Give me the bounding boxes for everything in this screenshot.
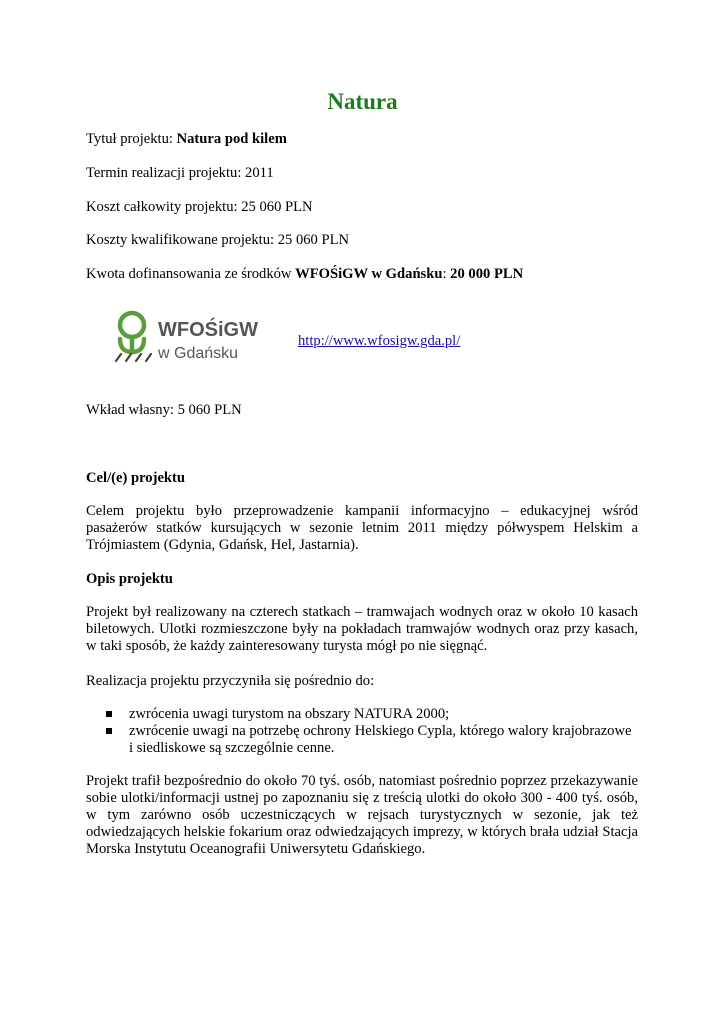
total-cost: Koszt całkowity projektu: 25 060 PLN (86, 199, 313, 215)
logo-text-sub: w Gdańsku (158, 345, 239, 362)
list-item (86, 706, 638, 723)
project-title-label: Tytuł projektu: (86, 131, 177, 147)
funding-amount: 20 000 PLN (450, 266, 524, 282)
list-item (86, 723, 638, 757)
project-title-line (86, 131, 638, 148)
funding-org: WFOŚiGW w Gdańsku (295, 266, 443, 282)
own-contribution: Wkład własny: 5 060 PLN (86, 402, 242, 418)
contribution-list (86, 706, 638, 757)
goal-heading: Cel/(e) projektu (86, 470, 186, 486)
bullet-icon (106, 711, 112, 717)
funding-label: Kwota dofinansowania ze środków (86, 266, 296, 282)
logo-text-main: WFOŚiGW (158, 319, 258, 341)
description-paragraph: Projekt był realizowany na czterech statkach – tramwajach wodnych oraz w około 10 kasach biletowych. Ulotki rozmieszczone były na pokładach tramwajów wodnych oraz przy kasach, w taki sposób, że każdy zainteresowany turysta mógł po nie sięgnąć. (86, 604, 638, 654)
eligible-cost: Koszty kwalifikowane projektu: 25 060 PLN (86, 232, 350, 248)
funding-colon: : (442, 266, 451, 282)
project-term: Termin realizacji projektu: 2011 (86, 165, 274, 181)
wfosigw-link[interactable]: http://www.wfosigw.gda.pl/ (298, 333, 461, 349)
description-heading: Opis projektu (86, 571, 173, 587)
funding-line (86, 266, 638, 283)
reach-paragraph: Projekt trafił bezpośrednio do około 70 tyś. osób, natomiast pośrednio poprzez przekazywanie sobie ulotki/informacji ustnej po zapoznaniu się z treścią ulotki do około 300 - 400 tyś. osób, w tym zarówno osób uczestniczących w rejsach turystycznych w sezonie, jak też odwiedzających helskie fokarium oraz odwiedzających imprezy, w których brała udział Stacja Morska Instytutu Oceanografii Uniwersytetu Gdańskiego. (86, 773, 638, 857)
contribution-intro: Realizacja projektu przyczyniła się pośrednio do: (86, 673, 375, 689)
page-title: Natura (327, 89, 398, 114)
list-item-text: zwrócenie uwagi na potrzebę ochrony Helskiego Cypla, którego walory krajobrazowe i siedliskowe są szczególnie cenne. (129, 723, 632, 756)
wfosigw-logo (112, 305, 272, 391)
list-item-text: zwrócenia uwagi turystom na obszary NATURA 2000; (129, 706, 450, 722)
goal-paragraph: Celem projektu było przeprowadzenie kampanii informacyjno – edukacyjnej wśród pasażerów statków kursujących w sezonie letnim 2011 między półwyspem Helskim a Trójmiastem (Gdynia, Gdańsk, Hel, Jastarnia). (86, 503, 638, 553)
project-title-value: Natura pod kilem (176, 131, 287, 147)
tree-logo-icon (112, 305, 272, 391)
bullet-icon (106, 728, 112, 734)
